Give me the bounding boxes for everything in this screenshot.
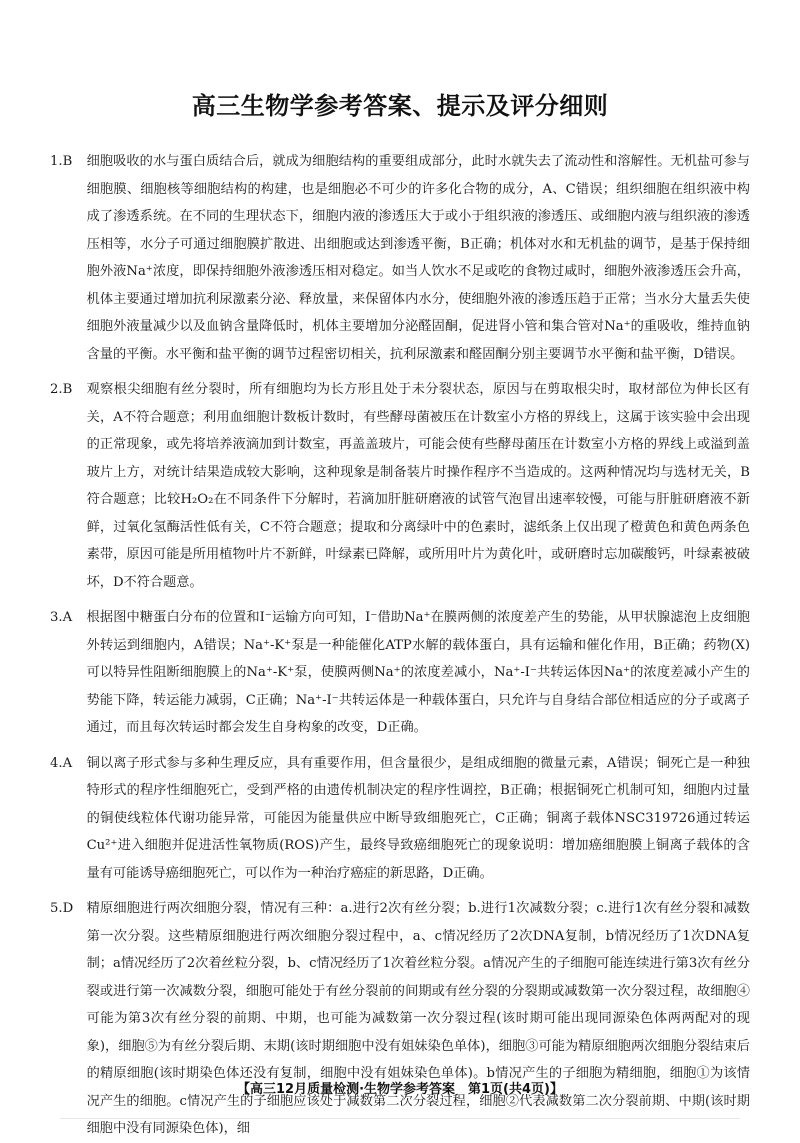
answer-item-3	[50, 604, 750, 742]
item-explanation: 铜以离子形式参与多种生理反应，具有重要作用，但含量很少，是组成细胞的微量元素，A错误；铜死亡是一种独特形式的程序性细胞死亡，受到严格的由遗传机制决定的程序性调控，B正确；根据铜死亡机制可知，细胞内过量的铜使线粒体代谢功能异常，可能因为能量供应中断导致细胞死亡，C正确；铜离子载体NSC319726通过转运Cu²⁺进入细胞并促进活性氧物质(ROS)产生，最终导致癌细胞死亡的现象说明：增加癌细胞膜上铜离子载体的含量有可能诱导癌细胞死亡，可以作为一种治疗癌症的新思路，D正确。	[86, 755, 750, 881]
item-number: 3.	[50, 610, 63, 625]
bottom-divider	[60, 1118, 740, 1119]
page-footer: 【高三12月质量检测·生物学参考答案 第1页(共4页)】	[236, 1082, 563, 1097]
answer-list	[50, 148, 750, 1143]
item-answer: B	[62, 154, 73, 169]
item-explanation: 细胞吸收的水与蛋白质结合后，就成为细胞结构的重要组成部分，此时水就失去了流动性和溶解性。无机盐可参与细胞膜、细胞核等细胞结构的构建，也是细胞必不可少的许多化合物的成分，A、C错误；组织细胞在组织液中构成了渗透系统。在不同的生理状态下，细胞内液的渗透压大于或小于组织液的渗透压、或细胞内液与组织液的渗透压相等，水分子可通过细胞膜扩散进、出细胞或达到渗透平衡，B正确；机体对水和无机盐的调节，是基于保持细胞外液Na⁺浓度，即保持细胞外液渗透压相对稳定。如当人饮水不足或吃的食物过咸时，细胞外液渗透压会升高，机体主要通过增加抗利尿激素分泌、释放量，来保留体内水分，使细胞外液的渗透压趋于正常；当水分大量丢失使细胞外液量减少以及血钠含量降低时，机体主要增加分泌醛固酮，促进肾小管和集合管对Na⁺的重吸收，维持血钠含量的平衡。水平衡和盐平衡的调节过程密切相关，抗利尿激素和醛固酮分别主要调节水平衡和盐平衡，D错误。	[86, 154, 750, 362]
answer-item-5	[50, 895, 750, 1143]
item-explanation: 观察根尖细胞有丝分裂时，所有细胞均为长方形且处于未分裂状态，原因与在剪取根尖时，取材部位为伸长区有关，A不符合题意；利用血细胞计数板计数时，有些酵母菌被压在计数室小方格的界线上，这属于该实验中会出现的正常现象，或先将培养液滴加到计数室，再盖盖玻片，可能会使有些酵母菌压在计数室小方格的界线上或溢到盖玻片上方，对统计结果造成较大影响，这种现象是制备装片时操作程序不当造成的。这两种情况均与选材无关，B符合题意；比较H₂O₂在不同条件下分解时，若滴加肝脏研磨液的试管气泡冒出速率较慢，可能与肝脏研磨液不新鲜，过氧化氢酶活性低有关，C不符合题意；提取和分离绿叶中的色素时，滤纸条上仅出现了橙黄色和黄色两条色素带，原因可能是所用植物叶片不新鲜，叶绿素已降解，或所用叶片为黄化叶，或研磨时忘加碳酸钙，叶绿素被破坏，D不符合题意。	[86, 382, 750, 590]
page-title: 高三生物学参考答案、提示及评分细则	[191, 92, 609, 120]
item-number: 2.	[50, 382, 63, 397]
item-answer: A	[62, 755, 73, 771]
item-explanation: 精原细胞进行两次细胞分裂，情况有三种：a.进行2次有丝分裂；b.进行1次减数分裂；c.进行1次有丝分裂和减数第一次分裂。这些精原细胞进行两次细胞分裂过程中，a、c情况经历了2次DNA复制，b情况经历了1次DNA复制；a情况经历了2次着丝粒分裂，b、c情况经历了1次着丝粒分裂。a情况产生的子细胞可能连续进行第3次有丝分裂或进行第一次减数分裂，细胞可能处于有丝分裂前的间期或有丝分裂的分裂期或减数第一次分裂过程，故细胞④可能为第3次有丝分裂的前期、中期，也可能为减数第一次分裂过程(该时期可能出现同源染色体两两配对的现象)，细胞⑤为有丝分裂后期、末期(该时期细胞中没有姐妹染色单体)，细胞③可能为精原细胞两次细胞分裂结束后的精原细胞(该时期染色体还没有复制，细胞中没有姐妹染色单体)。b情况产生的子细胞为精细胞，细胞①为该情况产生的细胞。c情况产生的子细胞应该处于减数第二次分裂过程，细胞②代表减数第二次分裂前期、中期(该时期细胞中没有同源染色体)，细	[86, 901, 750, 1136]
item-answer: B	[62, 382, 73, 397]
item-number: 1.	[50, 154, 63, 169]
item-answer: A	[62, 610, 73, 625]
answer-item-2	[50, 376, 750, 596]
item-number: 4.	[50, 755, 63, 771]
item-answer: D	[62, 901, 74, 916]
answer-item-4	[50, 750, 750, 888]
item-explanation: 根据图中糖蛋白分布的位置和I⁻运输方向可知，I⁻借助Na⁺在膜两侧的浓度差产生的势能，从甲状腺滤泡上皮细胞外转运到细胞内，A错误；Na⁺-K⁺泵是一种能催化ATP水解的载体蛋白，具有运输和催化作用，B正确；药物(X)可以特异性阻断细胞膜上的Na⁺-K⁺泵，使膜两侧Na⁺的浓度差减小，Na⁺-I⁻共转运体因Na⁺的浓度差减小产生的势能下降，转运能力减弱，C正确；Na⁺-I⁻共转运体是一种载体蛋白，只允许与自身结合部位相适应的分子或离子通过，而且每次转运时都会发生自身构象的改变，D正确。	[86, 610, 750, 735]
item-number: 5.	[50, 901, 63, 916]
answer-item-1	[50, 148, 750, 368]
